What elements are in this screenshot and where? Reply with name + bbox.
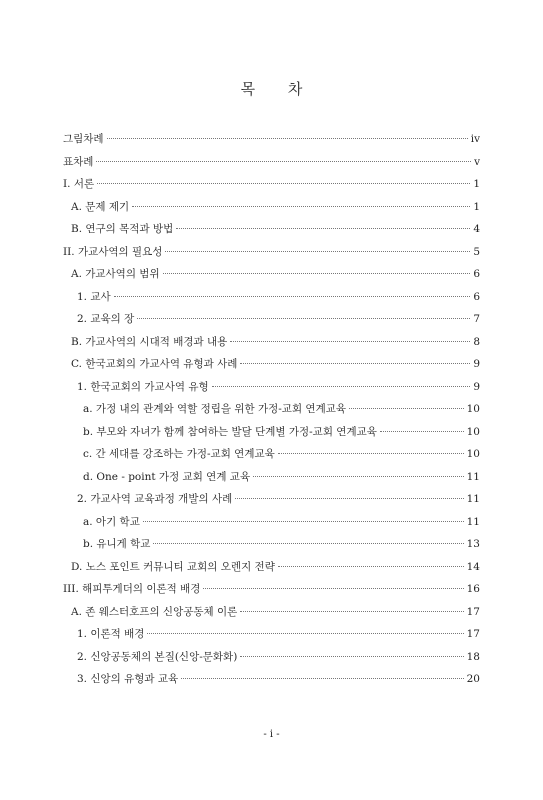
dot-leader [96, 161, 471, 162]
toc-entry[interactable] [63, 131, 480, 154]
dot-leader [163, 273, 471, 274]
toc-entry[interactable] [63, 536, 480, 559]
toc-entry-label: A. 가교사역의 범위 [71, 268, 160, 280]
dot-leader [176, 228, 470, 229]
toc-entry-label: 2. 가교사역 교육과정 개발의 사례 [77, 493, 233, 505]
toc-entry-page-number: 10 [466, 448, 480, 460]
dot-leader [212, 386, 471, 387]
toc-entry-page-number: 17 [466, 628, 480, 640]
dot-leader [137, 318, 470, 319]
dot-leader [114, 296, 471, 297]
toc-entry-page-number: ⅴ [474, 155, 480, 168]
toc-entry[interactable] [63, 649, 480, 672]
toc-entry-label: b. 부모와 자녀가 함께 참여하는 발달 단계별 가정-교회 연계교육 [83, 425, 377, 438]
toc-entry-page-number: 6 [473, 268, 480, 280]
toc-entry-label: 표차례 [63, 155, 94, 168]
toc-entry[interactable] [63, 334, 480, 357]
toc-entry-page-number: ⅳ [470, 133, 480, 145]
dot-leader [230, 341, 470, 342]
toc-entry[interactable] [63, 356, 480, 379]
toc-entry-label: b. 유니게 학교 [83, 538, 151, 550]
toc-entry[interactable] [63, 424, 480, 447]
toc-entry-page-number: 6 [473, 290, 480, 303]
toc-entry[interactable] [63, 604, 480, 627]
toc-entry-page-number: 17 [466, 605, 480, 618]
toc-entry-label: III. 해피투게더의 이론적 배경 [63, 583, 201, 595]
toc-entry-page-number: 10 [466, 403, 480, 415]
toc-entry[interactable] [63, 671, 480, 694]
toc-entry-page-number: 11 [466, 470, 480, 483]
toc-entry[interactable] [63, 289, 480, 312]
toc-entry-label: 1. 한국교회의 가교사역 유형 [77, 380, 209, 393]
toc-entry[interactable] [63, 626, 480, 649]
toc-entry-label: 3. 신앙의 유형과 교육 [77, 673, 179, 685]
dot-leader [181, 678, 463, 679]
toc-entry-label: 1. 교사 [77, 290, 111, 303]
toc-entry-label: B. 연구의 목적과 방법 [71, 223, 174, 235]
toc-entry-label: 1. 이론적 배경 [77, 628, 145, 640]
dot-leader [97, 183, 470, 184]
toc-entry-label: A. 존 웨스터호프의 신앙공동체 이론 [71, 605, 238, 618]
toc-entry[interactable] [63, 379, 480, 402]
toc-entry-label: a. 아기 학교 [83, 515, 140, 528]
toc-entry-label: I. 서론 [63, 178, 95, 190]
toc-entry-label: A. 문제 제기 [71, 200, 130, 213]
table-of-contents [63, 131, 480, 694]
page-number-footer: - i - [263, 729, 280, 740]
dot-leader [147, 633, 463, 634]
toc-entry-page-number: 11 [466, 493, 480, 505]
toc-entry[interactable] [63, 514, 480, 537]
toc-entry[interactable] [63, 469, 480, 492]
toc-entry[interactable] [63, 446, 480, 469]
toc-entry-page-number: 7 [473, 313, 480, 325]
dot-leader [132, 206, 470, 207]
page-title: 목 차 [240, 80, 317, 98]
dot-leader [203, 588, 463, 589]
dot-leader [107, 138, 468, 139]
dot-leader [380, 431, 464, 432]
toc-entry-label: 그림차례 [63, 133, 104, 145]
toc-entry-page-number: 1 [473, 200, 480, 213]
toc-entry-page-number: 13 [466, 538, 480, 550]
toc-entry-label: II. 가교사역의 필요성 [63, 245, 163, 258]
toc-entry-page-number: 8 [473, 335, 480, 348]
toc-entry-page-number: 9 [473, 380, 480, 393]
dot-leader [278, 453, 464, 454]
toc-entry-label: C. 한국교회의 가교사역 유형과 사례 [71, 358, 238, 370]
dot-leader [240, 611, 463, 612]
toc-entry-page-number: 11 [466, 515, 480, 528]
toc-entry-page-number: 18 [466, 650, 480, 663]
toc-entry[interactable] [63, 581, 480, 604]
toc-entry[interactable] [63, 199, 480, 222]
toc-entry-label: B. 가교사역의 시대적 배경과 내용 [71, 335, 228, 348]
dot-leader [153, 543, 463, 544]
toc-entry-label: 2. 교육의 장 [77, 313, 135, 325]
toc-entry[interactable] [63, 559, 480, 582]
dot-leader [143, 521, 464, 522]
dot-leader [278, 566, 464, 567]
toc-entry-page-number: 20 [466, 673, 480, 685]
toc-entry-page-number: 10 [466, 425, 480, 438]
toc-entry[interactable] [63, 221, 480, 244]
toc-entry[interactable] [63, 176, 480, 199]
toc-entry-label: 2. 신앙공동체의 본질(신앙-문화화) [77, 650, 238, 663]
toc-entry[interactable] [63, 154, 480, 177]
dot-leader [240, 363, 470, 364]
dot-leader [253, 476, 464, 477]
dot-leader [235, 498, 463, 499]
toc-entry-page-number: 5 [473, 245, 480, 258]
toc-entry-page-number: 1 [473, 178, 480, 190]
toc-entry[interactable] [63, 244, 480, 267]
toc-entry[interactable] [63, 491, 480, 514]
toc-entry-label: D. 노스 포인트 커뮤니티 교회의 오렌지 전략 [71, 560, 275, 573]
toc-entry-label: a. 가정 내의 관계와 역할 정립을 위한 가정-교회 연계교육 [83, 403, 346, 415]
toc-entry[interactable] [63, 311, 480, 334]
toc-entry-page-number: 9 [473, 358, 480, 370]
toc-entry-page-number: 4 [473, 223, 480, 235]
toc-entry-page-number: 14 [466, 560, 480, 573]
dot-leader [165, 251, 470, 252]
toc-entry[interactable] [63, 401, 480, 424]
toc-entry-page-number: 16 [466, 583, 480, 595]
toc-entry-label: c. 간 세대를 강조하는 가정-교회 연계교육 [83, 448, 275, 460]
dot-leader [349, 408, 464, 409]
dot-leader [240, 656, 463, 657]
toc-entry[interactable] [63, 266, 480, 289]
toc-entry-label: d. One - point 가정 교회 연계 교육 [83, 470, 251, 483]
